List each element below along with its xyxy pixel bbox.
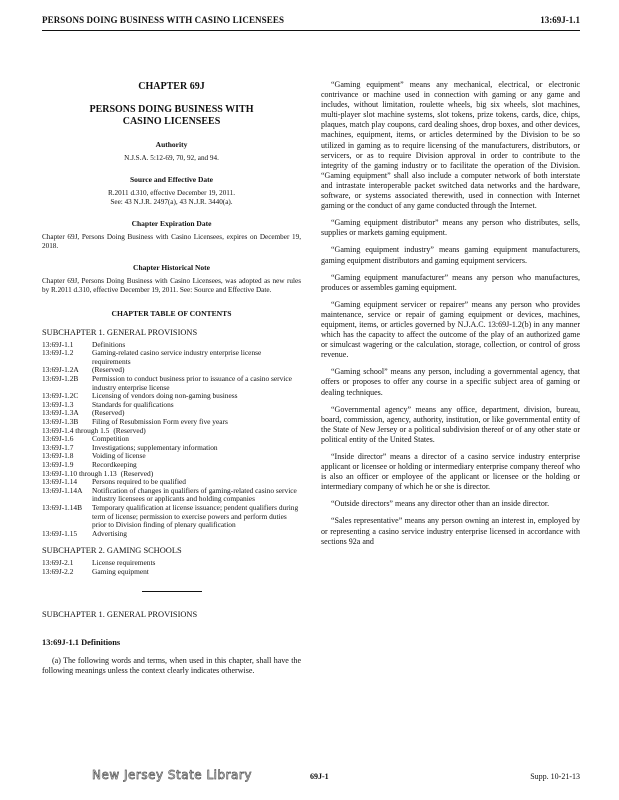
toc-entry-title: Filing of Resubmission Form every five years <box>92 417 228 426</box>
definition-paragraph: “Gaming equipment servicer or repairer” means any person who provides maintenance, service or repair of gaming equipment or devices, machines, equipment, items, or articles governed by N.J.A.C. 13:69J-1.2(b) in any manner which has the capacity to affect the outcome of the play of an authorized game or simulcast wagering or the calculation, storage, collection, or control of gross revenue. <box>321 299 580 360</box>
toc-heading: CHAPTER TABLE OF CONTENTS <box>111 309 232 319</box>
toc-entry <box>42 559 301 568</box>
toc-entry <box>42 427 301 436</box>
toc-entry <box>42 530 301 539</box>
toc-entry <box>42 401 301 410</box>
toc-entry-number: 13:69J-1.3B <box>42 417 79 426</box>
toc-entry-number: 13:69J-1.2A <box>42 365 79 375</box>
section-title: 13:69J-1.1 Definitions <box>42 637 121 647</box>
toc-entry-number: 13:69J-1.8 <box>42 451 74 461</box>
toc-entry-title: Advertising <box>92 528 127 538</box>
toc-entry <box>42 487 301 504</box>
toc-entry <box>42 444 301 453</box>
toc-entry-number: 13:69J-1.14 <box>42 477 78 487</box>
definition-paragraph: “Gaming equipment” means any mechanical, electrical, or electronic contrivance or machine used in connection with gaming or any game and includes, without limitation, roulette wheels, big six wheels, slot machines, multi-player slot machine systems, slot tokens, prize tokens, cards, dice, chips, plaques, match play coupons, card dealing shoes, drop boxes, and other devices, machines, equipment, items, or articles determined by the Division to be so utilized in gaming as to require licensing of the manufacturers, distributors, or servicers, or as to require Division approval in order to contribute to the integrity of the gaming industry or to facilitate the operation of the Division. “Gaming equipment” shall also include a computer network of both interstate and intrastate interoperable packet switched data networks and the hardware, software, or systems associated therewith, used in connection with Internet gaming or the conduct of any game conducted through the Internet. <box>321 80 580 211</box>
chapter-title-line2: CASINO LICENSEES <box>122 116 221 128</box>
toc-entry-title: (Reserved) <box>92 408 125 418</box>
source-line-2: See: 43 N.J.R. 2497(a), 43 N.J.R. 3440(a). <box>110 198 233 207</box>
toc-subchapter-1: SUBCHAPTER 1. GENERAL PROVISIONS <box>42 327 198 337</box>
toc-entry-title: (Reserved) <box>92 365 125 375</box>
toc-entry-number: 13:69J-1.10 through 1.13 <box>42 468 117 478</box>
definition-paragraph: “Gaming equipment distributor” means any person who distributes, sells, supplies or markets gaming equipment. <box>321 218 580 238</box>
toc-entry-number: 13:69J-1.14B <box>42 502 83 512</box>
toc-entry <box>42 504 301 530</box>
toc-entry-number: 13:69J-1.2 <box>42 348 74 358</box>
definition-paragraph: “Gaming school” means any person, including a governmental agency, that offers or proposes to offer any course in a specific subject area of gaming or dealing techniques. <box>321 367 580 397</box>
definition-paragraph: “Outside directors” means any director other than an inside director. <box>331 499 550 509</box>
subchapter-1-title: SUBCHAPTER 1. GENERAL PROVISIONS <box>42 609 198 619</box>
toc-subchapter-2: SUBCHAPTER 2. GAMING SCHOOLS <box>42 546 182 556</box>
expiration-text: Chapter 69J, Persons Doing Business with Casino Licensees, expires on December 19, 2018. <box>42 233 301 251</box>
page-number: 69J-1 <box>310 772 329 781</box>
chapter-number: CHAPTER 69J <box>138 81 205 92</box>
toc-entry <box>42 452 301 461</box>
supplement-date: Supp. 10-21-13 <box>530 772 580 781</box>
source-line-1: R.2011 d.310, effective December 19, 2011. <box>107 189 236 198</box>
toc-entry-title: (Reserved) <box>113 425 146 435</box>
section-divider <box>142 591 202 592</box>
header-section: 13:69J-1.1 <box>540 15 580 25</box>
toc-entry-title: Permission to conduct business prior to issuance of a casino service industry enterprise license <box>92 374 292 392</box>
definition-paragraph: “Gaming equipment industry” means gaming equipment manufacturers, gaming equipment distributors and gaming equipment servicers. <box>321 245 580 265</box>
header-rule <box>42 30 580 31</box>
toc-entry-title: Recordkeeping <box>92 459 137 469</box>
toc-entry-number: 13:69J-1.14A <box>42 485 83 495</box>
right-column <box>321 80 580 554</box>
toc-entry-number: 13:69J-1.3 <box>42 399 74 409</box>
authority-text: N.J.S.A. 5:12-69, 70, 92, and 94. <box>124 154 219 163</box>
toc-entry-title: Gaming-related casino service industry enterprise license requirements <box>92 348 262 366</box>
toc-entry-title: Voiding of license <box>92 451 146 461</box>
running-header <box>42 10 580 32</box>
authority-heading: Authority <box>155 140 188 150</box>
toc-entry-number: 13:69J-1.4 through 1.5 <box>42 425 110 435</box>
toc-list-subchapter-1 <box>42 341 301 539</box>
toc-entry <box>42 375 301 392</box>
library-watermark: New Jersey State Library <box>92 768 252 782</box>
toc-entry-title: Investigations; supplementary information <box>92 442 218 452</box>
toc-entry-number: 13:69J-1.3A <box>42 408 79 418</box>
historical-heading: Chapter Historical Note <box>133 263 210 273</box>
toc-entry-title: Temporary qualification at license issuance; pendent qualifiers during term of license; permission to exercise powers and perform duties prior to Division finding of plenary qualification <box>92 502 299 530</box>
source-heading: Source and Effective Date <box>130 175 213 185</box>
toc-entry-title: Competition <box>92 434 129 444</box>
toc-entry <box>42 349 301 366</box>
definition-paragraph: “Governmental agency” means any office, department, division, bureau, board, commission, agency, authority, institution, or like governmental entity of the State of New Jersey or a political subdivision thereof or of any other state or political entity of the United States. <box>321 404 580 444</box>
toc-entry-number: 13:69J-2.2 <box>42 567 74 576</box>
definition-paragraph: “Gaming equipment manufacturer” means any person who manufactures, produces or assembles gaming equipment. <box>321 272 580 292</box>
toc-entry-title: (Reserved) <box>120 468 154 478</box>
header-title: PERSONS DOING BUSINESS WITH CASINO LICENSEES <box>42 15 285 25</box>
toc-entry <box>42 568 301 577</box>
toc-entry-title: Notification of changes in qualifiers of gaming-related casino service industry licensees or applicants and holding companies <box>92 485 297 504</box>
expiration-heading: Chapter Expiration Date <box>131 219 212 229</box>
toc-entry-title: Gaming equipment <box>92 567 149 576</box>
toc-entry-number: 13:69J-2.1 <box>42 558 74 568</box>
toc-list-subchapter-2 <box>42 559 301 576</box>
toc-entry-title: License requirements <box>92 558 156 568</box>
historical-text: Chapter 69J, Persons Doing Business with Casino Licensees, was adopted as new rules by R.2011 d.310, effective December 19, 2011. See: Source and Effective Date. <box>42 277 301 295</box>
paragraph-a: (a) The following words and terms, when used in this chapter, shall have the following meanings unless the context clearly indicates otherwise. <box>42 655 301 675</box>
toc-entry-title: Definitions <box>92 339 126 349</box>
toc-entry-number: 13:69J-1.1 <box>42 339 74 349</box>
toc-entry-number: 13:69J-1.6 <box>42 434 74 444</box>
toc-entry-title: Persons required to be qualified <box>92 477 186 487</box>
left-column <box>42 80 301 676</box>
definition-paragraph: “Inside director” means a director of a casino service industry enterprise applicant or licensee or holding or intermediary enterprise company thereof who is also an officer or employee of the applicant or licensee or the holding or intermediary company of which he or she is director. <box>321 452 580 492</box>
toc-entry-title: Licensing of vendors doing non-gaming business <box>92 391 238 401</box>
chapter-title-line1: PERSONS DOING BUSINESS WITH <box>89 104 254 116</box>
toc-entry-number: 13:69J-1.15 <box>42 528 78 538</box>
page-footer <box>42 768 580 788</box>
definition-paragraph: “Sales representative” means any person owning an interest in, employed by or representing a casino service industry enterprise licensed in accordance with sections 92a and <box>321 516 580 546</box>
toc-entry-number: 13:69J-1.7 <box>42 442 74 452</box>
toc-entry-number: 13:69J-1.2C <box>42 391 79 401</box>
chapter-title <box>42 104 301 128</box>
toc-entry-number: 13:69J-1.9 <box>42 459 74 469</box>
toc-entry-number: 13:69J-1.2B <box>42 374 79 384</box>
toc-entry-title: Standards for qualifications <box>92 399 174 409</box>
